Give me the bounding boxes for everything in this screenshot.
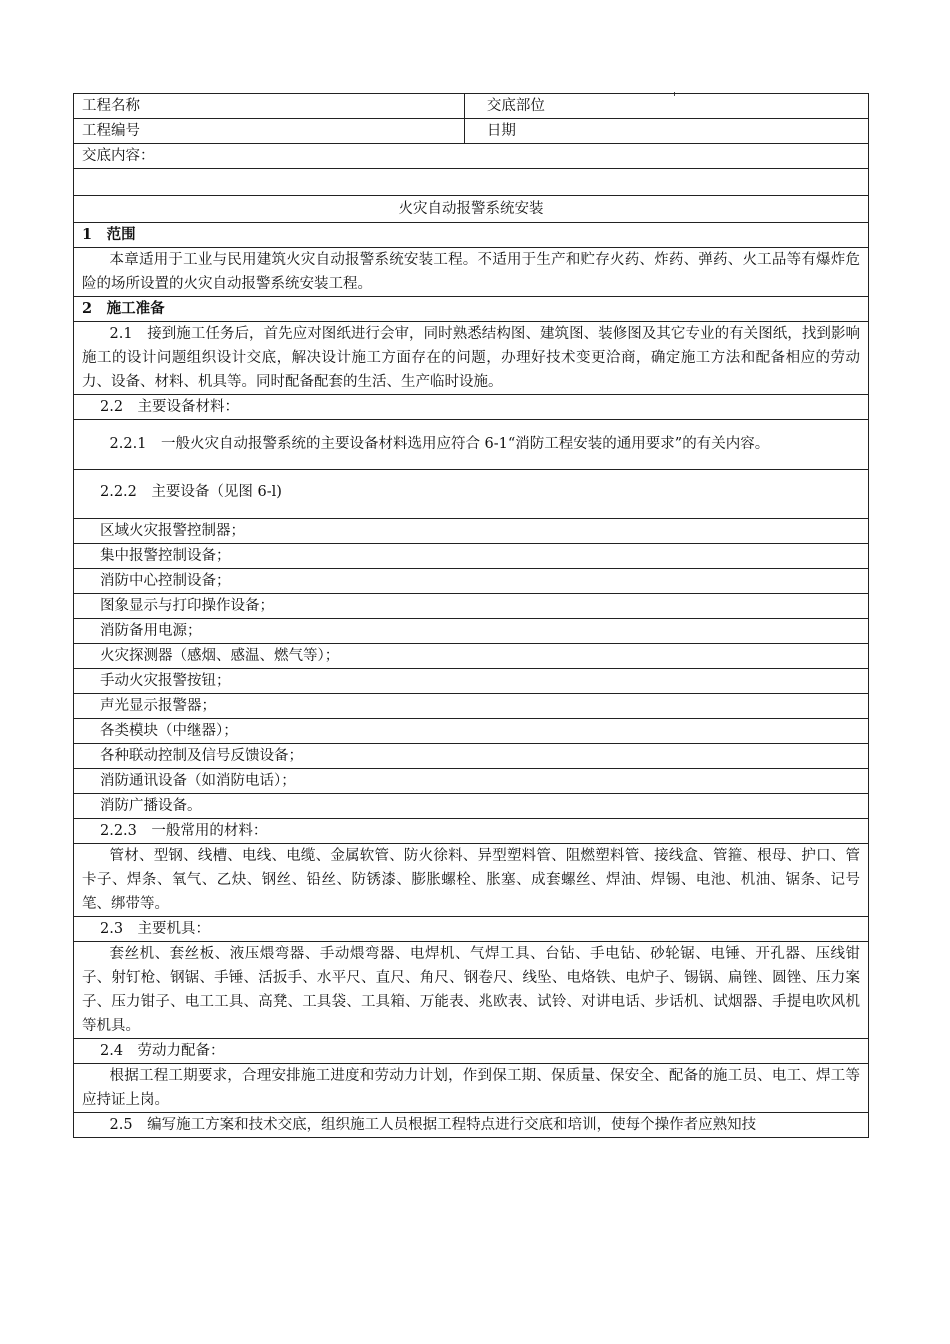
content-label: 交底内容： [74,144,869,169]
equipment-row [74,644,869,669]
equipment-row [74,719,869,744]
blank-cell [74,169,869,196]
equipment-row [74,544,869,569]
equipment-item: 集中报警控制设备； [74,544,869,569]
s2-3-heading: 2.3 主要机具： [74,917,869,942]
s2-3-row [74,917,869,942]
equipment-row [74,619,869,644]
equipment-item: 各种联动控制及信号反馈设备； [74,744,869,769]
blank-row [74,169,869,196]
materials-text: 管材、型钢、线槽、电线、电缆、金属软管、防火徐料、异型塑料管、阻燃塑料管、接线盒、管箍、根母、护口、管卡子、焊条、氧气、乙炔、钢丝、铅丝、防锈漆、膨胀螺栓、胀塞、成套螺丝、焊油、焊锡、电池、机油、锯条、记号笔、绑带等。 [74,844,869,917]
labor-row [74,1064,869,1113]
equipment-row [74,594,869,619]
equipment-item: 火灾探测器（感烟、感温、燃气等）； [74,644,869,669]
equipment-item: 手动火灾报警按钮； [74,669,869,694]
position-label: 交底部位 [464,94,868,119]
content-label-row [74,144,869,169]
s2-5-text: 2.5 编写施工方案和技术交底，组织施工人员根据工程特点进行交底和培训，使每个操作者应熟知技 [74,1113,869,1138]
tools-text: 套丝机、套丝板、液压煨弯器、手动煨弯器、电焊机、气焊工具、台钻、手电钻、砂轮锯、电锤、开孔器、压线钳子、射钉枪、钢锯、手锤、活扳手、水平尺、直尺、角尺、钢卷尺、线坠、电烙铁、电炉子、锡锅、扁锉、圆锉、压力案子、压力钳子、电工工具、高凳、工具袋、工具箱、万能表、兆欧表、试铃、对讲电话、步话机、试烟器、手提电吹风机等机具。 [74,942,869,1039]
s2-2-1-row [74,420,869,470]
equipment-item: 声光显示报警器； [74,694,869,719]
project-no-label: 工程编号 [74,119,465,144]
s2-2-1-text: 2.2.1 一般火灾自动报警系统的主要设备材料选用应符合 6-1“消防工程安装的通用要求”的有关内容。 [74,420,869,470]
s2-1-text: 2.1 接到施工任务后，首先应对图纸进行会审，同时熟悉结构图、建筑图、装修图及其它专业的有关图纸，找到影响施工的设计问题组织设计交底，解决设计施工方面存在的问题，办理好技术变更洽商，确定施工方法和配备相应的劳动力、设备、材料、机具等。同时配备配套的生活、生产临时设施。 [74,322,869,395]
project-name-label: 工程名称 [74,94,465,119]
equipment-row [74,744,869,769]
s2-5-row [74,1113,869,1138]
equipment-row [74,519,869,544]
date-label: 日期 [464,119,868,144]
s2-2-row [74,395,869,420]
s2-2-2-row [74,470,869,519]
header-row-1 [74,94,869,119]
equipment-item: 区域火灾报警控制器； [74,519,869,544]
title-row [74,196,869,223]
s2-2-2-cell [74,470,869,519]
equipment-row [74,769,869,794]
doc-title: 火灾自动报警系统安装 [74,196,869,223]
equipment-row [74,694,869,719]
s2-1-row [74,322,869,395]
labor-text: 根据工程工期要求，合理安排施工进度和劳动力计划，作到保工期、保质量、保安全、配备的施工员、电工、焊工等应持证上岗。 [74,1064,869,1113]
equipment-row [74,569,869,594]
s1-heading-row [74,223,869,248]
equipment-row [74,794,869,819]
s1-text-row [74,248,869,297]
s2-2-3-row [74,819,869,844]
s2-heading: 2 施工准备 [74,297,869,322]
s2-2-2-heading: 2.2.2 主要设备（见图 6-l) [100,484,282,500]
s2-heading-row [74,297,869,322]
equipment-item: 消防备用电源； [74,619,869,644]
disclosure-sheet [73,93,869,1138]
header-row-2 [74,119,869,144]
equipment-item: 消防广播设备。 [74,794,869,819]
equipment-item: 消防通讯设备（如消防电话）； [74,769,869,794]
tools-row [74,942,869,1039]
s2-4-heading: 2.4 劳动力配备： [74,1039,869,1064]
s2-2-3-heading: 2.2.3 一般常用的材料： [74,819,869,844]
equipment-item: 图象显示与打印操作设备； [74,594,869,619]
s2-4-row [74,1039,869,1064]
materials-row [74,844,869,917]
s2-2-heading: 2.2 主要设备材料： [74,395,869,420]
equipment-row [74,669,869,694]
equipment-item: 各类模块（中继器）； [74,719,869,744]
s1-text: 本章适用于工业与民用建筑火灾自动报警系统安装工程。不适用于生产和贮存火药、炸药、弹药、火工品等有爆炸危险的场所设置的火灾自动报警系统安装工程。 [74,248,869,297]
s1-heading: 1 范围 [74,223,869,248]
disclosure-table [73,93,869,1138]
equipment-item: 消防中心控制设备； [74,569,869,594]
